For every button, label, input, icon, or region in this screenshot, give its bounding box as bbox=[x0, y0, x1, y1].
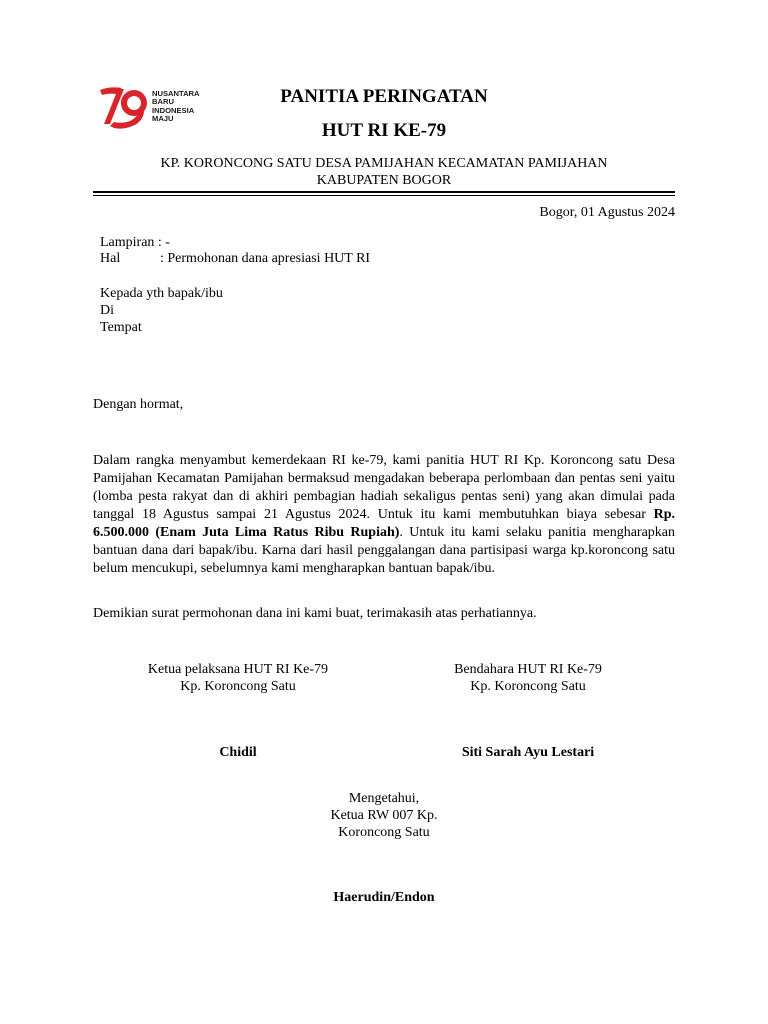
header-divider-thin bbox=[93, 195, 675, 196]
hut-79-emblem-icon bbox=[96, 84, 152, 134]
signature-right-name: Siti Sarah Ayu Lestari bbox=[461, 745, 595, 760]
hut-ri-79-logo bbox=[96, 84, 204, 140]
header-title-line1: PANITIA PERINGATAN bbox=[280, 86, 488, 107]
closing-paragraph: Demikian surat permohonan dana ini kami buat, terimakasih atas perhatiannya. bbox=[93, 606, 537, 621]
lampiran-line: Lampiran : - bbox=[100, 235, 170, 250]
body-paragraph: Dalam rangka menyambut kemerdekaan RI ke-79, kami panitia HUT RI Kp. Koroncong satu Desa Pamijahan Kecamatan Pamijahan bermaksud mengadakan beberapa perlombaan dan pentas seni yaitu (lomba pesta rakyat dan di akhiri pembagian hadiah sekaligus pentas seni) yang akan dimulai pada tanggal 18 Agustus sampai 21 Agustus 2024. Untuk itu kami membutuhkan biaya sebesar Rp. 6.500.000 (Enam Juta Lima Ratus Ribu Rupiah). Untuk itu kami selaku panitia mengharapkan bantuan dana dari bapak/ibu. Karna dari hasil penggalangan dana partisipasi warga kp.koroncong satu belum mencukupi, sebelumnya kami mengharapkan bantuan bapak/ibu. bbox=[93, 453, 675, 576]
logo-text: NUSANTARA BARU INDONESIA MAJU bbox=[152, 89, 200, 124]
signature-left-role: Ketua pelaksana HUT RI Ke-79 Kp. Koroncong Satu bbox=[147, 662, 329, 694]
header-divider-thick bbox=[93, 191, 675, 193]
acknowledgement-role: Mengetahui, Ketua RW 007 Kp. Koroncong Satu bbox=[330, 791, 438, 840]
letter-meta bbox=[100, 235, 370, 267]
signature-left-name: Chidil bbox=[219, 745, 257, 760]
greeting: Dengan hormat, bbox=[93, 397, 184, 412]
header-title-line2: HUT RI KE-79 bbox=[321, 120, 447, 141]
acknowledgement-name: Haerudin/Endon bbox=[333, 890, 435, 905]
letter-date: Bogor, 01 Agustus 2024 bbox=[539, 205, 675, 220]
recipient-block: Kepada yth bapak/ibu Di Tempat bbox=[100, 286, 223, 335]
signature-right-role: Bendahara HUT RI Ke-79 Kp. Koroncong Satu bbox=[454, 662, 602, 694]
hal-line: Hal : Permohonan dana apresiasi HUT RI bbox=[100, 251, 371, 266]
amount-highlight: Rp. 6.500.000 (Enam Juta Lima Ratus Ribu Rupiah) bbox=[93, 507, 675, 540]
header-address: KP. KORONCONG SATU DESA PAMIJAHAN KECAMATAN PAMIJAHAN KABUPATEN BOGOR bbox=[160, 156, 608, 188]
